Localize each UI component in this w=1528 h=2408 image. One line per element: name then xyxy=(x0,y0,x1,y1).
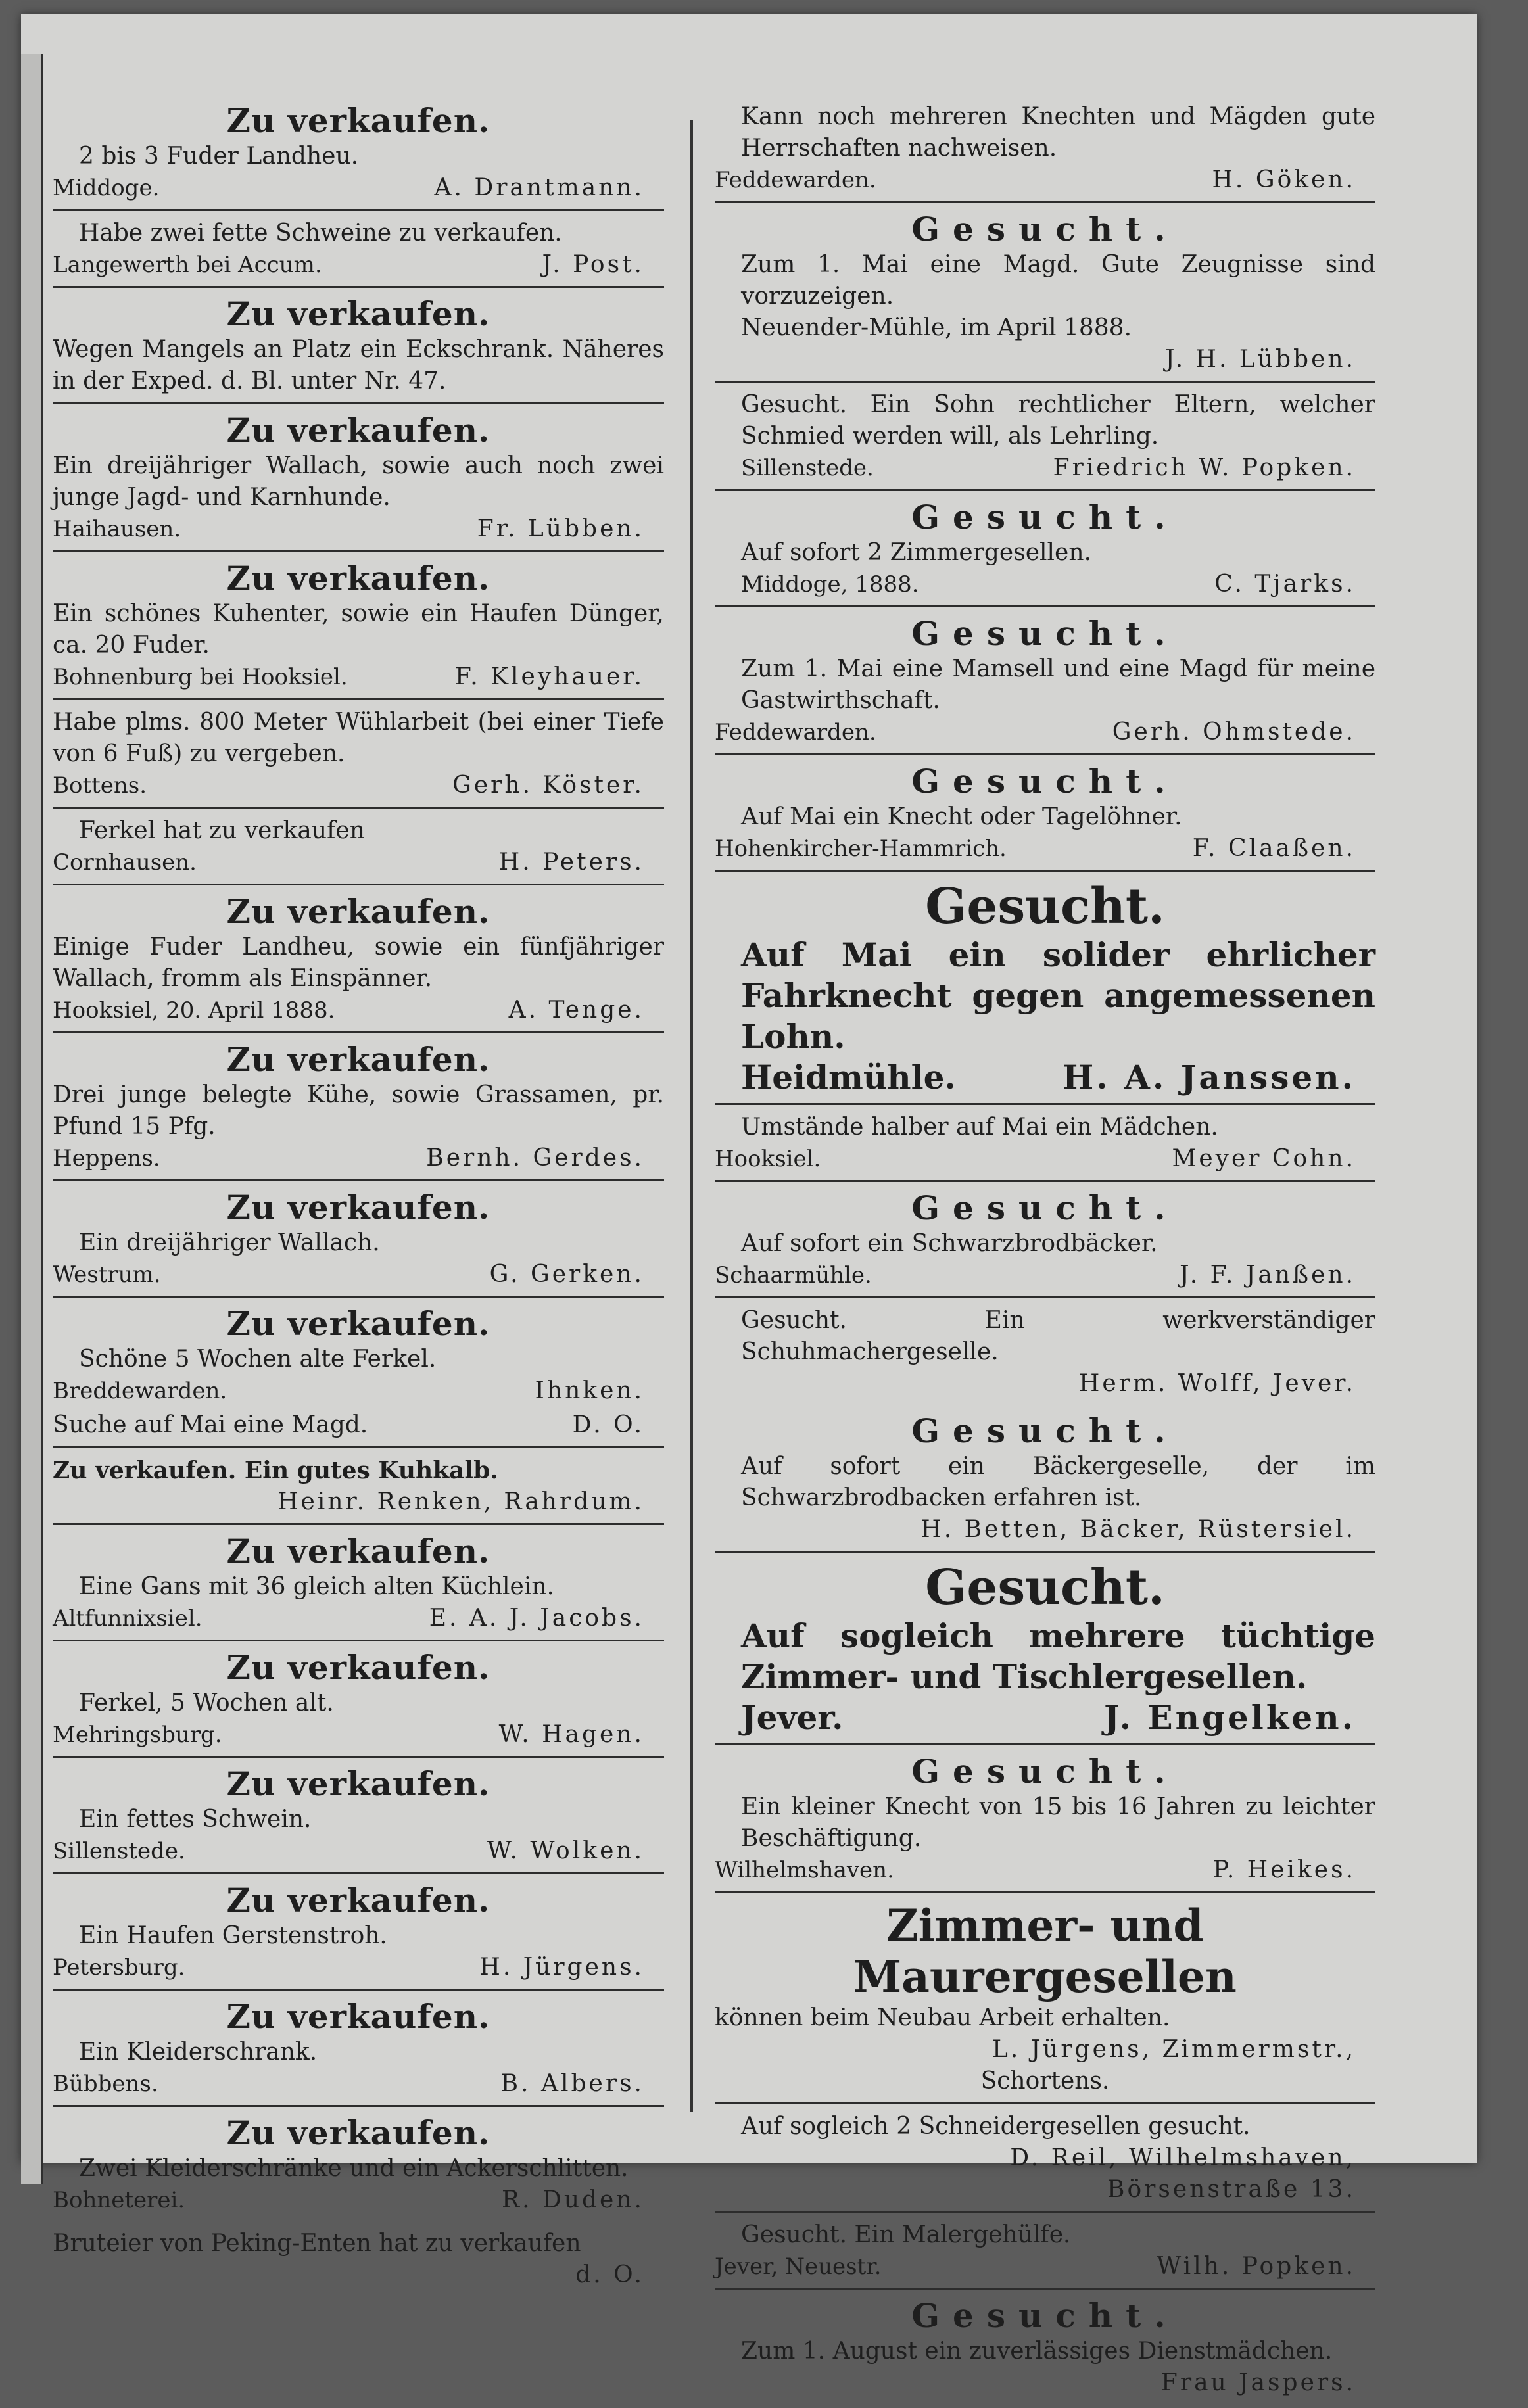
ad-extra: Schortens. xyxy=(980,2067,1110,2094)
ad-place: Westrum. xyxy=(53,1262,161,1288)
ad-signature: J. H. Lübben. xyxy=(1165,346,1356,373)
ad-footer xyxy=(715,717,1375,748)
ad-footer xyxy=(53,1143,664,1174)
ad-right-3 xyxy=(715,387,1375,491)
ad-place: Middoge. xyxy=(53,175,160,201)
ad-left-16 xyxy=(53,1762,664,1874)
ad-place: Mehringsburg. xyxy=(53,1722,222,1748)
ad-footer xyxy=(53,2184,664,2216)
ad-place: Bohneterei. xyxy=(53,2187,185,2213)
ad-right-6 xyxy=(715,759,1375,872)
newspaper-page xyxy=(21,14,1477,2396)
ad-signature: A. Drantmann. xyxy=(434,174,644,201)
ad-footer xyxy=(53,770,664,801)
ad-footer xyxy=(715,833,1375,864)
ad-footer xyxy=(715,1697,1375,1738)
ad-text: Ein kleiner Knecht von 15 bis 16 Jahren zu leichter Beschäftigung. xyxy=(741,1793,1375,1852)
ad-text: Auf sofort ein Schwarzbrodbäcker. xyxy=(741,1230,1158,1257)
ad-footer xyxy=(53,847,664,878)
ad-left-13 xyxy=(53,1452,664,1525)
ad-signature: B. Albers. xyxy=(500,2070,644,2097)
ad-text: Einige Fuder Landheu, sowie ein fünfjähriger Wallach, fromm als Einspänner. xyxy=(53,933,664,992)
ad-right-4 xyxy=(715,495,1375,607)
ad-left-20 xyxy=(53,2225,664,2296)
ad-text: Ein schönes Kuhenter, sowie ein Haufen Dünger, ca. 20 Fuder. xyxy=(53,600,664,659)
ad-text: Auf sofort ein Bäckergeselle, der im Schwarzbrodbacken erfahren ist. xyxy=(741,1453,1375,1511)
ad-heading: Gesucht. xyxy=(911,614,1179,653)
ad-place: Jever, Neuestr. xyxy=(715,2254,882,2280)
ad-heading: Gesucht. xyxy=(911,762,1179,801)
ad-signature: P. Heikes. xyxy=(1212,1856,1356,1883)
ad-text: Zum 1. Mai eine Mamsell und eine Magd für meine Gastwirthschaft. xyxy=(741,655,1375,714)
ad-heading: Zu verkaufen. xyxy=(226,1881,490,1920)
ad-heading: Zu verkaufen. xyxy=(226,1764,490,1803)
ad-signature: Friedrich W. Popken. xyxy=(1053,454,1356,481)
ad-text: Zum 1. August ein zuverlässiges Dienstmädchen. xyxy=(741,2338,1333,2365)
ad-heading: Gesucht. xyxy=(911,1411,1179,1450)
ad-right-2 xyxy=(715,207,1375,383)
ad-footer xyxy=(715,1143,1375,1175)
ad-text: Ein fettes Schwein. xyxy=(79,1806,312,1833)
ad-text: Schöne 5 Wochen alte Ferkel. xyxy=(79,1346,437,1373)
ad-right-11 xyxy=(715,1409,1375,1553)
ad-place: Langewerth bei Accum. xyxy=(53,252,322,278)
ad-signature: E. A. J. Jacobs. xyxy=(429,1605,644,1632)
ad-text: Gesucht. Ein Malergehülfe. xyxy=(741,2221,1071,2248)
ad-signature: Fr. Lübben. xyxy=(477,515,644,542)
ad-heading: Zu verkaufen. xyxy=(226,411,490,450)
ad-left-2 xyxy=(53,215,664,288)
ad-text: Auf Mai ein solider ehrlicher Fahrknecht gegen angemessenen Lohn. xyxy=(741,935,1375,1056)
ad-text: Habe plms. 800 Meter Wühlarbeit (bei einer Tiefe von 6 Fuß) zu vergeben. xyxy=(53,709,664,767)
ad-footer xyxy=(53,1719,664,1751)
ad-signature: R. Duden. xyxy=(501,2186,644,2213)
ad-text: Auf sofort 2 Zimmergesellen. xyxy=(741,539,1091,566)
ad-left-11 xyxy=(53,1302,664,1407)
ad-heading: Zu verkaufen. xyxy=(226,892,490,931)
ad-text: Zwei Kleiderschränke und ein Ackerschlitten. xyxy=(79,2155,629,2182)
ad-footer xyxy=(53,995,664,1026)
ad-footer xyxy=(53,172,664,204)
ad-footer xyxy=(715,164,1375,196)
ad-right-14 xyxy=(715,1897,1375,2104)
ad-left-8 xyxy=(53,889,664,1033)
ad-place: Feddewarden. xyxy=(715,167,876,193)
right-column xyxy=(715,99,1375,2408)
ad-place: Sillenstede. xyxy=(53,1838,185,1864)
ad-footer xyxy=(53,1835,664,1867)
ad-signature: G. Gerken. xyxy=(489,1261,644,1288)
ad-text: Ein Kleiderschrank. xyxy=(79,2039,318,2066)
ad-text: Ein dreijähriger Wallach. xyxy=(79,1229,380,1256)
ad-signature: Gerh. Köster. xyxy=(452,772,644,799)
ad-text: Ein dreijähriger Wallach, sowie auch noch zwei junge Jagd- und Karnhunde. xyxy=(53,452,664,511)
ad-place: Bübbens. xyxy=(53,2071,158,2097)
ad-signature: D. Reil, Wilhelmshaven, xyxy=(1010,2144,1356,2171)
ad-signature: F. Kleyhauer. xyxy=(454,663,644,690)
ad-heading: Gesucht. xyxy=(925,1559,1165,1616)
ad-text: 2 bis 3 Fuder Landheu. xyxy=(79,143,359,170)
ad-heading: Zu verkaufen. xyxy=(226,295,490,333)
ad-left-10 xyxy=(53,1185,664,1298)
ad-footer xyxy=(715,1057,1375,1098)
ad-left-4 xyxy=(53,408,664,552)
ad-signature: A. Tenge. xyxy=(508,997,644,1024)
ad-text: Suche auf Mai eine Magd. xyxy=(53,1411,368,1438)
ad-heading: Zu verkaufen. xyxy=(226,1997,490,2036)
ad-footer xyxy=(53,1375,664,1407)
ad-right-7 xyxy=(715,876,1375,1105)
ad-text: Eine Gans mit 36 gleich alten Küchlein. xyxy=(79,1573,555,1600)
ad-place: Schaarmühle. xyxy=(715,1262,872,1288)
ad-left-5 xyxy=(53,556,664,700)
ad-heading: Zu verkaufen. xyxy=(226,1040,490,1079)
ad-right-8 xyxy=(715,1109,1375,1182)
ad-place: Bottens. xyxy=(53,772,147,799)
ad-right-13 xyxy=(715,1749,1375,1893)
ad-left-9 xyxy=(53,1037,664,1181)
ad-place: Haihausen. xyxy=(53,516,181,542)
ad-footer xyxy=(715,1854,1375,1886)
ad-place: Hooksiel, 20. April 1888. xyxy=(53,997,335,1024)
ad-signature: Meyer Cohn. xyxy=(1172,1145,1356,1172)
ad-signature: F. Claaßen. xyxy=(1192,835,1356,862)
ad-left-6 xyxy=(53,704,664,809)
ad-text: Ein Haufen Gerstenstroh. xyxy=(79,1922,387,1949)
ad-place: Neuender-Mühle, im April 1888. xyxy=(741,314,1132,341)
ad-extra: Börsenstraße 13. xyxy=(1107,2176,1356,2203)
ad-place: Jever. xyxy=(741,1698,844,1737)
ad-signature: Bernh. Gerdes. xyxy=(426,1145,644,1171)
ad-footer xyxy=(53,1409,664,1441)
ad-footer xyxy=(53,1259,664,1290)
ad-place: Wilhelmshaven. xyxy=(715,1857,894,1883)
ad-text: können beim Neubau Arbeit erhalten. xyxy=(715,2004,1170,2031)
ad-footer xyxy=(715,1260,1375,1291)
ad-text: Kann noch mehreren Knechten und Mägden gute Herrschaften nachweisen. xyxy=(741,103,1375,162)
ad-place: Hohenkircher-Hammrich. xyxy=(715,836,1007,862)
ad-heading: Zu verkaufen. xyxy=(226,1532,490,1570)
ad-signature: Heinr. Renken, Rahrdum. xyxy=(277,1488,644,1515)
ad-right-16 xyxy=(715,2217,1375,2290)
ad-footer xyxy=(715,569,1375,600)
ad-left-1 xyxy=(53,99,664,211)
ad-left-12 xyxy=(53,1407,664,1448)
ad-place: Altfunnixsiel. xyxy=(53,1605,203,1632)
ad-place: Heidmühle. xyxy=(741,1058,956,1097)
ad-heading: Gesucht. xyxy=(911,2296,1179,2335)
ad-place: Sillenstede. xyxy=(741,455,874,481)
ad-signature: Frau Jaspers. xyxy=(1160,2369,1356,2396)
ad-footer xyxy=(715,452,1375,484)
ad-signature: L. Jürgens, Zimmermstr., xyxy=(991,2036,1356,2063)
ad-text: Auf Mai ein Knecht oder Tagelöhner. xyxy=(741,803,1182,830)
ad-left-17 xyxy=(53,1878,664,1991)
ad-signature: H. A. Janssen. xyxy=(1062,1058,1356,1097)
ad-left-15 xyxy=(53,1645,664,1758)
ad-heading: Zu verkaufen. xyxy=(226,1648,490,1687)
ad-signature: D. O. xyxy=(572,1411,644,1438)
ad-left-18 xyxy=(53,1995,664,2107)
ad-heading: Zu verkaufen. xyxy=(226,2113,490,2152)
ad-text: Umstände halber auf Mai ein Mädchen. xyxy=(741,1114,1218,1141)
ad-heading: Zu verkaufen. xyxy=(226,1188,490,1227)
ad-footer xyxy=(53,249,664,281)
ad-signature: Herm. Wolff, Jever. xyxy=(1078,1370,1356,1397)
ad-place: Heppens. xyxy=(53,1145,160,1171)
ad-right-10 xyxy=(715,1302,1375,1405)
ad-place: Hooksiel. xyxy=(715,1146,821,1172)
ad-heading: Gesucht. xyxy=(911,210,1179,248)
ad-footer xyxy=(53,661,664,693)
ad-place: Cornhausen. xyxy=(53,849,197,876)
ad-signature: C. Tjarks. xyxy=(1214,571,1356,598)
ad-text: Gesucht. Ein Sohn rechtlicher Eltern, welcher Schmied werden will, als Lehrling. xyxy=(741,391,1375,450)
ad-heading: Gesucht. xyxy=(911,1752,1179,1791)
ad-place: Bohnenburg bei Hooksiel. xyxy=(53,664,348,690)
ad-footer xyxy=(53,2068,664,2100)
ad-left-3 xyxy=(53,292,664,404)
ad-text: Wegen Mangels an Platz ein Eckschrank. Näheres in der Exped. d. Bl. unter Nr. 47. xyxy=(53,336,664,394)
ad-signature: H. Peters. xyxy=(498,849,644,876)
ad-left-19 xyxy=(53,2111,664,2221)
ad-text: Bruteier von Peking-Enten hat zu verkaufen xyxy=(53,2230,581,2257)
ad-text: Auf sogleich mehrere tüchtige Zimmer- und Tischlergesellen. xyxy=(741,1617,1375,1696)
ad-signature: d. O. xyxy=(575,2261,644,2288)
column-divider xyxy=(690,120,693,2112)
previous-page-edge xyxy=(21,54,43,2184)
ad-place: Breddewarden. xyxy=(53,1378,227,1404)
ad-footer xyxy=(53,1603,664,1634)
ad-signature: J. F. Janßen. xyxy=(1180,1262,1356,1288)
ad-text: Zu verkaufen. Ein gutes Kuhkalb. xyxy=(53,1457,498,1484)
ad-text: Zum 1. Mai eine Magd. Gute Zeugnisse sind vorzuzeigen. xyxy=(741,251,1375,310)
ad-right-9 xyxy=(715,1186,1375,1298)
ad-heading: Gesucht. xyxy=(925,878,1165,935)
ad-signature: H. Jürgens. xyxy=(479,1954,644,1981)
ad-signature: Ihnken. xyxy=(535,1377,644,1404)
ad-footer xyxy=(53,1952,664,1983)
ad-heading: Zu verkaufen. xyxy=(226,1304,490,1343)
ad-place: Middoge, 1888. xyxy=(741,571,919,598)
ad-heading: Gesucht. xyxy=(911,498,1179,536)
ad-signature: Wilh. Popken. xyxy=(1157,2253,1356,2280)
ad-signature: W. Wolken. xyxy=(487,1837,644,1864)
ad-signature: Gerh. Ohmstede. xyxy=(1112,719,1356,745)
ad-right-17 xyxy=(715,2294,1375,2404)
ad-text: Auf sogleich 2 Schneidergesellen gesucht. xyxy=(741,2113,1251,2140)
ad-place: Feddewarden. xyxy=(715,719,876,745)
ad-signature: W. Hagen. xyxy=(498,1721,644,1748)
ad-right-12 xyxy=(715,1557,1375,1745)
ad-signature: J. Post. xyxy=(542,251,644,278)
ad-heading: Zu verkaufen. xyxy=(226,101,490,140)
ad-right-15 xyxy=(715,2108,1375,2213)
ad-text: Ferkel, 5 Wochen alt. xyxy=(79,1689,334,1716)
ad-heading: Zimmer- und Maurergesellen xyxy=(853,1900,1237,2002)
ad-right-5 xyxy=(715,611,1375,755)
ad-right-1 xyxy=(715,99,1375,203)
ad-place: Petersburg. xyxy=(53,1954,185,1981)
ad-signature: H. Betten, Bäcker, Rüstersiel. xyxy=(920,1516,1356,1543)
ad-footer xyxy=(53,513,664,545)
ad-left-7 xyxy=(53,813,664,885)
ad-heading: Zu verkaufen. xyxy=(226,559,490,598)
ad-left-14 xyxy=(53,1529,664,1641)
ad-text: Ferkel hat zu verkaufen xyxy=(79,817,365,844)
ad-heading: Gesucht. xyxy=(911,1189,1179,1227)
ad-text: Drei junge belegte Kühe, sowie Grassamen, pr. Pfund 15 Pfg. xyxy=(53,1081,664,1140)
ad-signature: J. Engelken. xyxy=(1103,1698,1356,1737)
ad-text: Habe zwei fette Schweine zu verkaufen. xyxy=(79,220,562,247)
left-column xyxy=(53,99,664,2300)
ad-signature: H. Göken. xyxy=(1212,166,1356,193)
ad-text: Gesucht. Ein werkverständiger Schuhmachergeselle. xyxy=(741,1307,1375,1365)
ad-footer xyxy=(715,2251,1375,2282)
